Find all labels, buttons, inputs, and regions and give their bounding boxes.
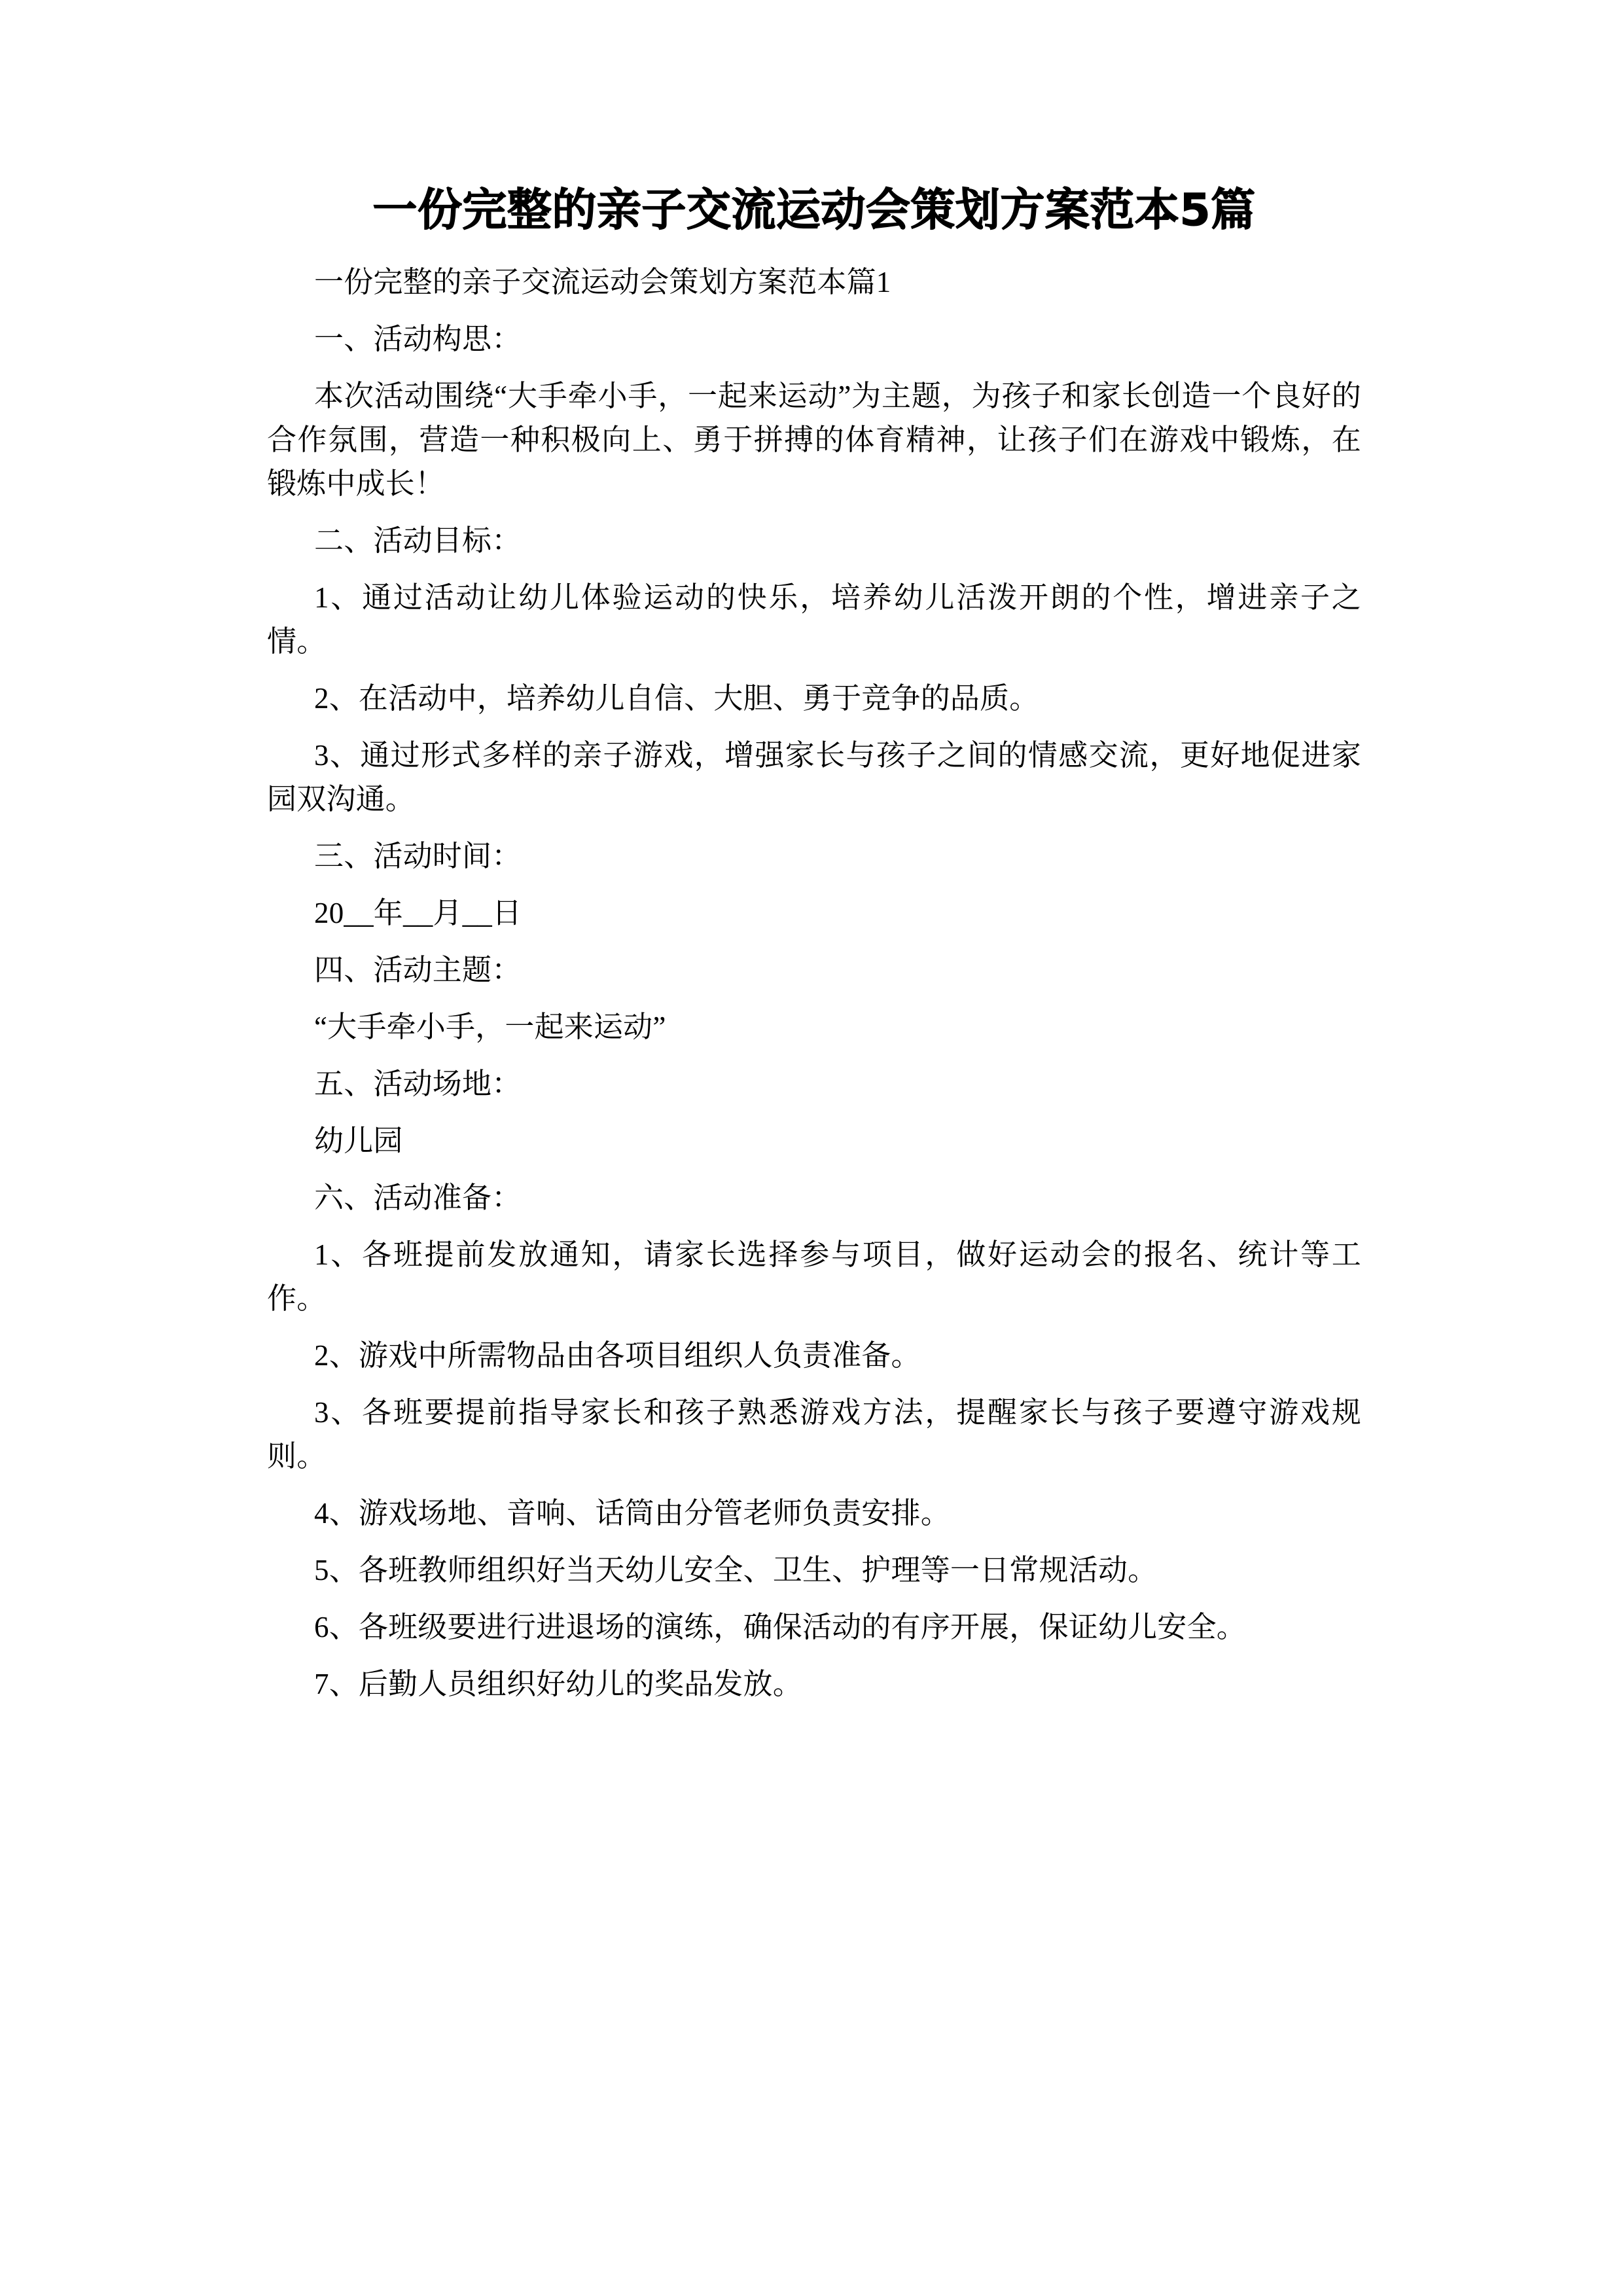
paragraph: 本次活动围绕“大手牵小手，一起来运动”为主题，为孩子和家长创造一个良好的合作氛围，营造一种积极向上、勇于拼搏的体育精神，让孩子们在游戏中锻炼，在锻炼中成长！ — [267, 380, 1361, 500]
page-title: 一份完整的亲子交流运动会策划方案范本5篇 — [372, 185, 1256, 236]
paragraph: 7、后勤人员组织好幼儿的奖品发放。 — [314, 1668, 802, 1700]
paragraph: 2、在活动中，培养幼儿自信、大胆、勇于竞争的品质。 — [314, 682, 1039, 715]
paragraph: 二、活动目标： — [314, 524, 522, 557]
paragraph: 四、活动主题： — [314, 954, 522, 986]
paragraph: 六、活动准备： — [314, 1181, 522, 1214]
paragraph: 五、活动场地： — [314, 1067, 522, 1100]
paragraph: 5、各班教师组织好当天幼儿安全、卫生、护理等一日常规活动。 — [314, 1554, 1158, 1587]
paragraph: 一份完整的亲子交流运动会策划方案范本篇1 — [314, 266, 891, 298]
paragraph: 4、游戏场地、音响、话筒由分管老师负责安排。 — [314, 1497, 950, 1530]
paragraph: 6、各班级要进行进退场的演练，确保活动的有序开展，保证幼儿安全。 — [314, 1611, 1246, 1643]
paragraph: 一、活动构思： — [314, 323, 522, 355]
paragraph: 3、通过形式多样的亲子游戏，增强家长与孩子之间的情感交流，更好地促进家园双沟通。 — [267, 739, 1361, 816]
paragraph: 1、通过活动让幼儿体验运动的快乐，培养幼儿活泼开朗的个性，增进亲子之情。 — [267, 581, 1361, 658]
paragraph: 20__年__月__日 — [314, 897, 522, 929]
paragraph: 幼儿园 — [314, 1124, 403, 1157]
paragraph: 2、游戏中所需物品由各项目组织人负责准备。 — [314, 1339, 921, 1372]
paragraph: 三、活动时间： — [314, 840, 522, 872]
paragraph: 3、各班要提前指导家长和孩子熟悉游戏方法，提醒家长与孩子要遵守游戏规则。 — [267, 1396, 1361, 1473]
paragraph: “大手牵小手，一起来运动” — [314, 1011, 666, 1043]
document-body — [267, 260, 1361, 1706]
paragraph: 1、各班提前发放通知，请家长选择参与项目，做好运动会的报名、统计等工作。 — [267, 1238, 1361, 1315]
